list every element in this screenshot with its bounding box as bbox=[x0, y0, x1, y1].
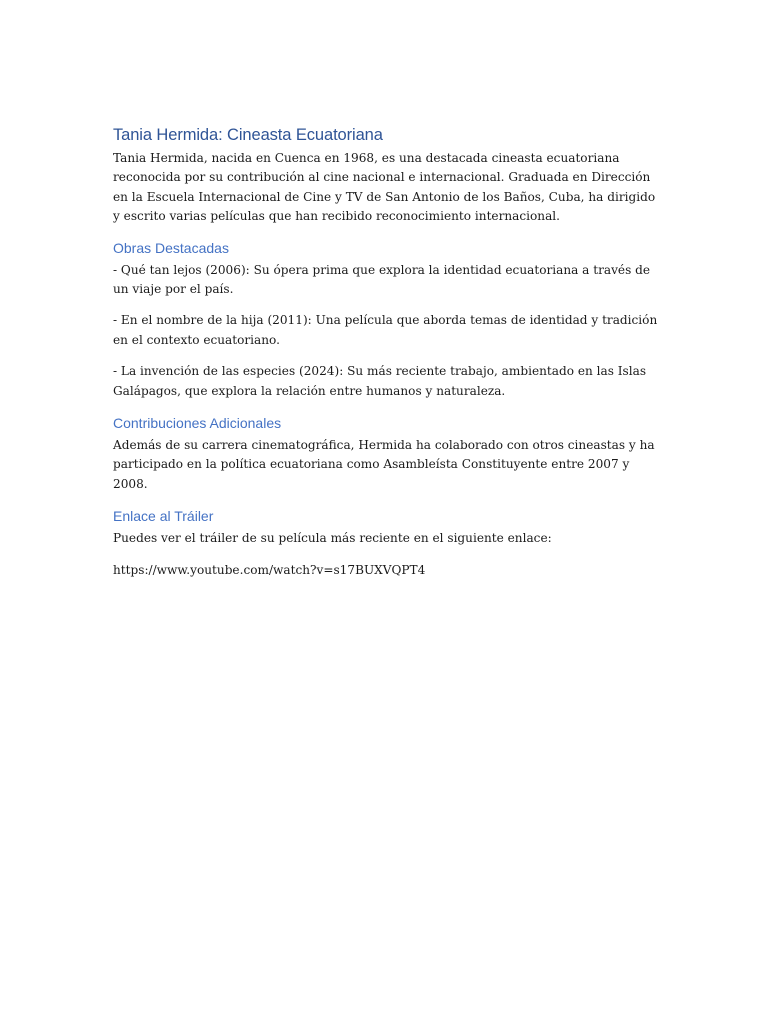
trailer-intro-paragraph: Puedes ver el tráiler de su película más reciente en el siguiente enlace: bbox=[113, 531, 552, 546]
document-page bbox=[113, 124, 658, 580]
section-contribuciones bbox=[113, 414, 658, 494]
section-heading: Contribuciones Adicionales bbox=[113, 415, 282, 432]
section-heading: Enlace al Tráiler bbox=[113, 508, 214, 525]
work-item: - La invención de las especies (2024): Su más reciente trabajo, ambientado en las Islas Galápagos, que explora la relación entre humanos y naturaleza. bbox=[113, 364, 647, 398]
work-item: - En el nombre de la hija (2011): Una película que aborda temas de identidad y tradición en el contexto ecuatoriano. bbox=[113, 313, 658, 347]
trailer-url: https://www.youtube.com/watch?v=s17BUXVQPT4 bbox=[113, 562, 426, 577]
contributions-paragraph: Además de su carrera cinematográfica, Hermida ha colaborado con otros cineastas y ha participado en la política ecuatoriana como Asambleísta Constituyente entre 2007 y 2008. bbox=[113, 438, 655, 491]
intro-paragraph: Tania Hermida, nacida en Cuenca en 1968, es una destacada cineasta ecuatoriana reconocida por su contribución al cine nacional e internacional. Graduada en Dirección en la Escuela Internacional de Cine y TV de San Antonio de los Baños, Cuba, ha dirigido y escrito varias películas que han recibido reconocimiento internacional. bbox=[113, 151, 656, 224]
document-title: Tania Hermida: Cineasta Ecuatoriana bbox=[113, 126, 383, 144]
section-obras-destacadas bbox=[113, 239, 658, 401]
section-heading: Obras Destacadas bbox=[113, 239, 229, 256]
section-enlace-trailer bbox=[113, 507, 658, 580]
work-item: - Qué tan lejos (2006): Su ópera prima que explora la identidad ecuatoriana a través de un viaje por el país. bbox=[113, 262, 651, 297]
